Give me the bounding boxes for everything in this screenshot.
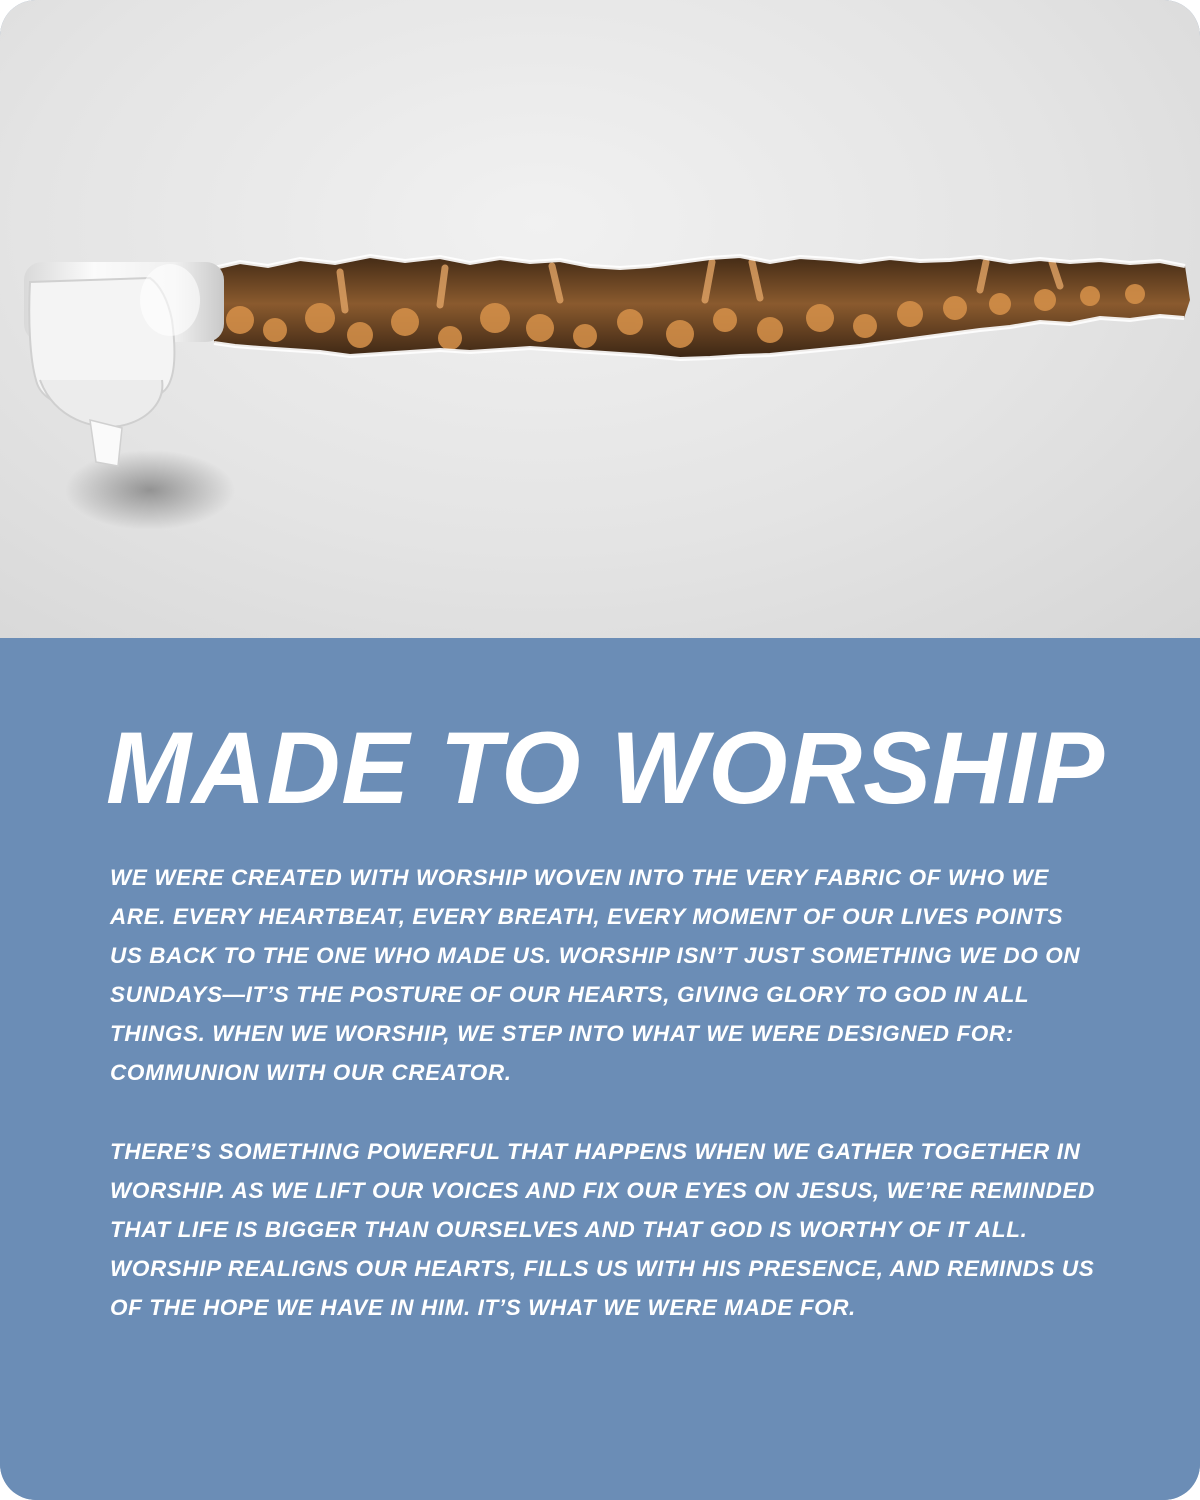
- paper-roll-graphic: [24, 262, 224, 466]
- hero-image: [0, 0, 1200, 638]
- paragraph-two: THERE’S SOMETHING POWERFUL THAT HAPPENS WHEN WE GATHER TOGETHER IN WORSHIP. AS WE LIFT OUR VOICES AND FIX OUR EYES ON JESUS, WE’RE REMINDED THAT LIFE IS BIGGER THAN OURSELVES AND THAT GOD IS WORTHY OF IT ALL. WORSHIP REALIGNS OUR HEARTS, FILLS US WITH HIS PRESENCE, AND REMINDS US OF THE HOPE WE HAVE IN HIM. IT’S WHAT WE WERE MADE FOR.: [110, 1139, 1095, 1320]
- torn-paper-illustration: [0, 0, 1200, 638]
- section-title: MADE TO WORSHIP: [106, 711, 1106, 825]
- text-section: [0, 638, 1200, 1500]
- paragraph-one: WE WERE CREATED WITH WORSHIP WOVEN INTO THE VERY FABRIC OF WHO WE ARE. EVERY HEARTBEAT, EVERY BREATH, EVERY MOMENT OF OUR LIVES POINTS US BACK TO THE ONE WHO MADE US. WORSHIP ISN’T JUST SOMETHING WE DO ON SUNDAYS—IT’S THE POSTURE OF OUR HEARTS, GIVING GLORY TO GOD IN ALL THINGS. WHEN WE WORSHIP, WE STEP INTO WHAT WE WERE DESIGNED FOR: COMMUNION WITH OUR CREATOR.: [110, 865, 1081, 1085]
